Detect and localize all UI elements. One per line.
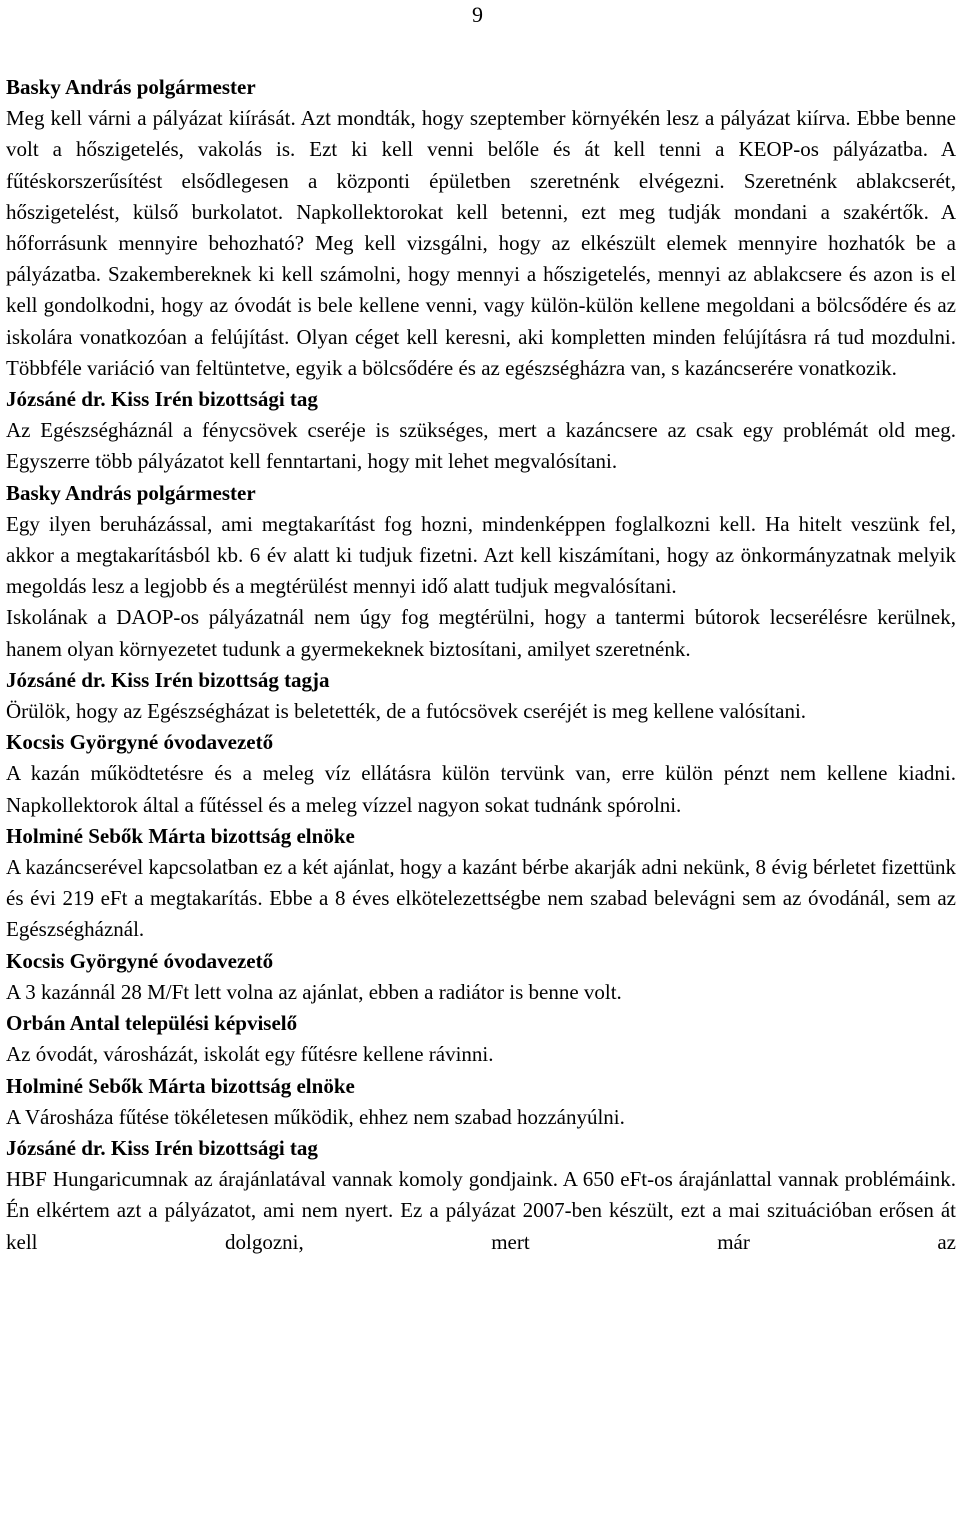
speaker-heading: Kocsis Györgyné óvodavezető	[6, 730, 274, 755]
paragraph: HBF Hungaricumnak az árajánlatával vannak komoly gondjaink. A 650 eFt-os árajánlattal vannak problémáink. Én elkértem azt a pályázatot, ami nem nyert. Ez a pályázat 2007-ben készült, ezt a mai szituációban erősen át kell dolgozni, mert már az	[6, 1167, 956, 1254]
speaker-heading: Basky András polgármester	[6, 480, 256, 505]
paragraph: A kazán működtetésre és a meleg víz ellátásra külön tervünk van, erre külön pénzt nem kellene kiadni. Napkollektorok által a fűtéssel és a meleg vízzel nagyon sokat tudnánk spórolni.	[6, 761, 956, 817]
paragraph: Iskolának a DAOP-os pályázatnál nem úgy fog megtérülni, hogy a tantermi bútorok lecserélésre kerülnek, hanem olyan környezetet tudunk a gyermekeknek biztosítani, amilyet szeretnénk.	[6, 605, 956, 661]
speaker-heading: Orbán Antal települési képviselő	[6, 1011, 298, 1036]
paragraph: Az óvodát, városházát, iskolát egy fűtésre kellene rávinni.	[6, 1042, 494, 1067]
paragraph: A Városháza fűtése tökéletesen működik, ehhez nem szabad hozzányúlni.	[6, 1104, 625, 1129]
paragraph: Az Egészségháznál a fénycsövek cseréje is szükséges, mert a kazáncsere az csak egy problémát old meg. Egyszerre több pályázatot kell fenntartani, hogy mit lehet megvalósítani.	[6, 418, 956, 474]
document-body	[6, 72, 956, 1258]
page-number: 9	[472, 2, 483, 27]
speaker-heading: Kocsis Györgyné óvodavezető	[6, 948, 274, 973]
paragraph: A kazáncserével kapcsolatban ez a két ajánlat, hogy a kazánt bérbe akarják adni nekünk, 8 évig bérletet fizettünk és évi 219 eFt a megtakarítás. Ebbe a 8 éves elkötelezettségbe nem szabad belevágni sem az óvodánál, sem az Egészségháznál.	[6, 855, 956, 942]
paragraph: Meg kell várni a pályázat kiírását. Azt mondták, hogy szeptember környékén lesz a pályázat kiírva. Ebbe benne volt a hőszigetelés, vakolás is. Ezt ki kell venni belőle és át kell tenni a KEOP-os pályázatba. A fűtéskorszerűsítést elsődlegesen a központi épületben szeretnénk elvégezni. Szeretnénk ablakcserét, hőszigetelést, külső burkolatot. Napkollektorokat kell betenni, ezt meg tudják mondani a szakértők. A hőforrásunk mennyire behozható? Meg kell vizsgálni, hogy az elkészült elemek mennyire hozhatók be a pályázatba. Szakembereknek ki kell számolni, hogy mennyi a hőszigetelés, mennyi az ablakcsere és azon is el kell gondolkodni, hogy az óvodát is bele kellene venni, vagy külön-külön kellene megoldani a bölcsődére és az iskolára vonatkozóan a felújítást. Olyan céget kell keresni, aki kompletten minden felújításra rá tud mozdulni. Többféle variáció van feltüntetve, egyik a bölcsődére és az egészségházra van, s kazáncserére vonatkozik.	[6, 106, 956, 380]
speaker-heading: Józsáné dr. Kiss Irén bizottsági tag	[6, 387, 318, 412]
paragraph: Egy ilyen beruházással, ami megtakarítást fog hozni, mindenképpen foglalkozni kell. Ha hitelt veszünk fel, akkor a megtakarításból kb. 6 év alatt ki tudjuk fizetni. Azt kell kiszámítani, hogy az önkormányzatnak melyik megoldás lesz a legjobb és a megtérülést mennyi idő alatt tudjuk megvalósítani.	[6, 511, 956, 599]
speaker-heading: Basky András polgármester	[6, 75, 256, 99]
speaker-heading: Józsáné dr. Kiss Irén bizottsági tag	[6, 1135, 318, 1160]
speaker-heading: Holminé Sebők Márta bizottság elnöke	[6, 823, 355, 848]
speaker-heading: Józsáné dr. Kiss Irén bizottság tagja	[6, 667, 330, 692]
paragraph: Örülök, hogy az Egészségházat is beletették, de a futócsövek cseréjét is meg kellene valósítani.	[6, 699, 807, 724]
paragraph: A 3 kazánnál 28 M/Ft lett volna az ajánlat, ebben a radiátor is benne volt.	[6, 979, 622, 1004]
speaker-heading: Holminé Sebők Márta bizottság elnöke	[6, 1073, 355, 1098]
